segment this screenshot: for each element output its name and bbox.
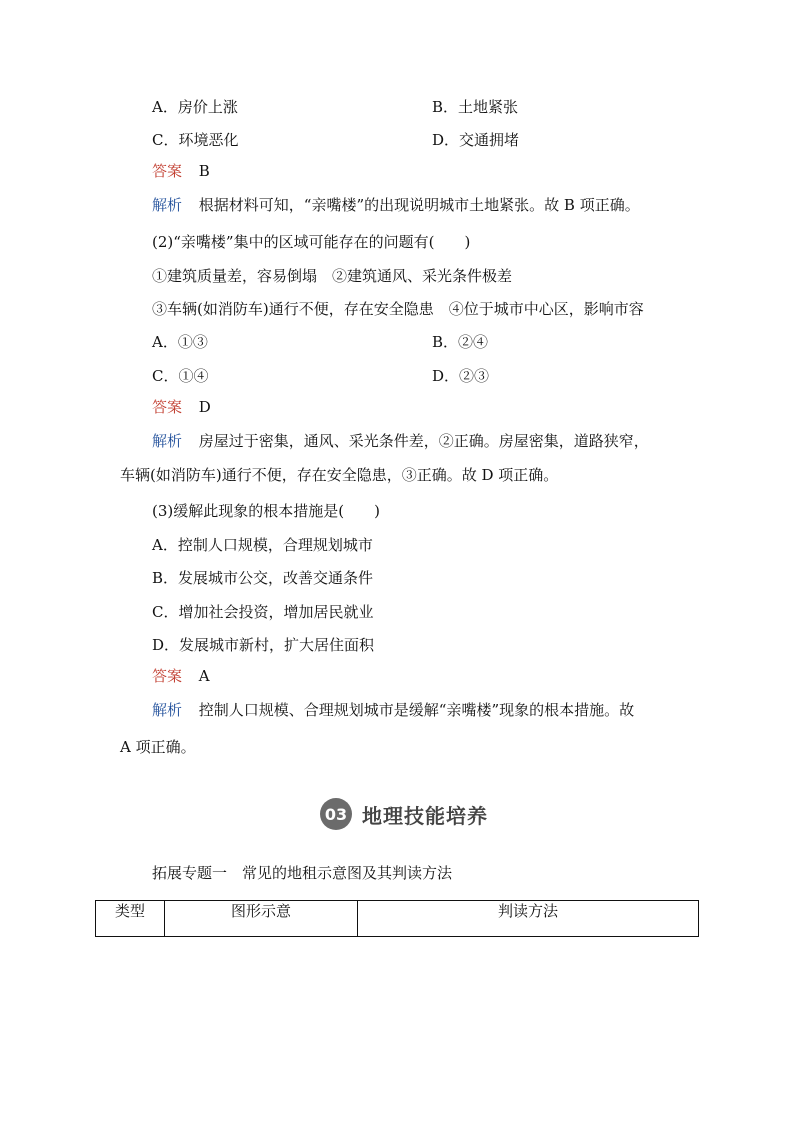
header-figure: 图形示意	[165, 901, 358, 937]
q2-option-b: B．②④	[432, 333, 489, 351]
q2-option-a: A．①③	[152, 333, 208, 351]
q2-analysis-line-2: 车辆(如消防车)通行不便，存在安全隐患，③正确。故 D 项正确。	[120, 466, 559, 484]
q3-option-c: C．增加社会投资，增加居民就业	[152, 603, 374, 621]
q1-answer	[152, 161, 210, 181]
analysis-text: 控制人口规模、合理规划城市是缓解“亲嘴楼”现象的根本措施。故	[198, 701, 635, 719]
header-method: 判读方法	[358, 901, 699, 937]
methods-table	[95, 900, 699, 937]
section-title: 地理技能培养	[362, 803, 488, 828]
analysis-text: 根据材料可知，“亲嘴楼”的出现说明城市土地紧张。故 B 项正确。	[198, 196, 640, 214]
q2-statement-2: ③车辆(如消防车)通行不便，存在安全隐患 ④位于城市中心区，影响市容	[152, 300, 644, 318]
q2-analysis-line-1	[152, 431, 649, 451]
q1-option-b: B．土地紧张	[432, 98, 519, 116]
q3-option-b: B．发展城市公交，改善交通条件	[152, 569, 374, 587]
q3-answer	[152, 666, 210, 686]
answer-value: D	[198, 398, 211, 416]
q3-analysis-line-1	[152, 700, 634, 720]
section-number-badge: 03	[320, 798, 352, 830]
q2-answer	[152, 397, 211, 417]
q3-analysis-line-2: A 项正确。	[120, 738, 196, 756]
header-type: 类型	[96, 901, 165, 937]
q3-option-a: A．控制人口规模，合理规划城市	[152, 536, 373, 554]
q1-analysis	[152, 195, 640, 215]
analysis-label: 解析	[152, 701, 183, 719]
q1-option-c: C．环境恶化	[152, 131, 239, 149]
answer-value: A	[198, 667, 210, 685]
q2-option-c: C．①④	[152, 367, 209, 385]
topic-title: 拓展专题一 常见的地租示意图及其判读方法	[152, 864, 453, 882]
q3-stem: (3)缓解此现象的根本措施是( )	[152, 502, 380, 520]
answer-value: B	[198, 162, 210, 180]
q2-statement-1: ①建筑质量差，容易倒塌 ②建筑通风、采光条件极差	[152, 267, 513, 285]
q3-option-d: D．发展城市新村，扩大居住面积	[152, 636, 375, 654]
q2-stem: (2)“亲嘴楼”集中的区域可能存在的问题有( )	[152, 233, 471, 251]
q1-option-a: A．房价上涨	[152, 98, 238, 116]
q2-option-d: D．②③	[432, 367, 490, 385]
answer-label: 答案	[152, 398, 183, 416]
analysis-text: 房屋过于密集，通风、采光条件差，②正确。房屋密集，道路狭窄，	[198, 432, 649, 450]
analysis-label: 解析	[152, 432, 183, 450]
section-heading	[320, 796, 488, 832]
q1-option-d: D．交通拥堵	[432, 131, 520, 149]
table-header-row	[96, 901, 699, 937]
analysis-label: 解析	[152, 196, 183, 214]
answer-label: 答案	[152, 667, 183, 685]
answer-label: 答案	[152, 162, 183, 180]
